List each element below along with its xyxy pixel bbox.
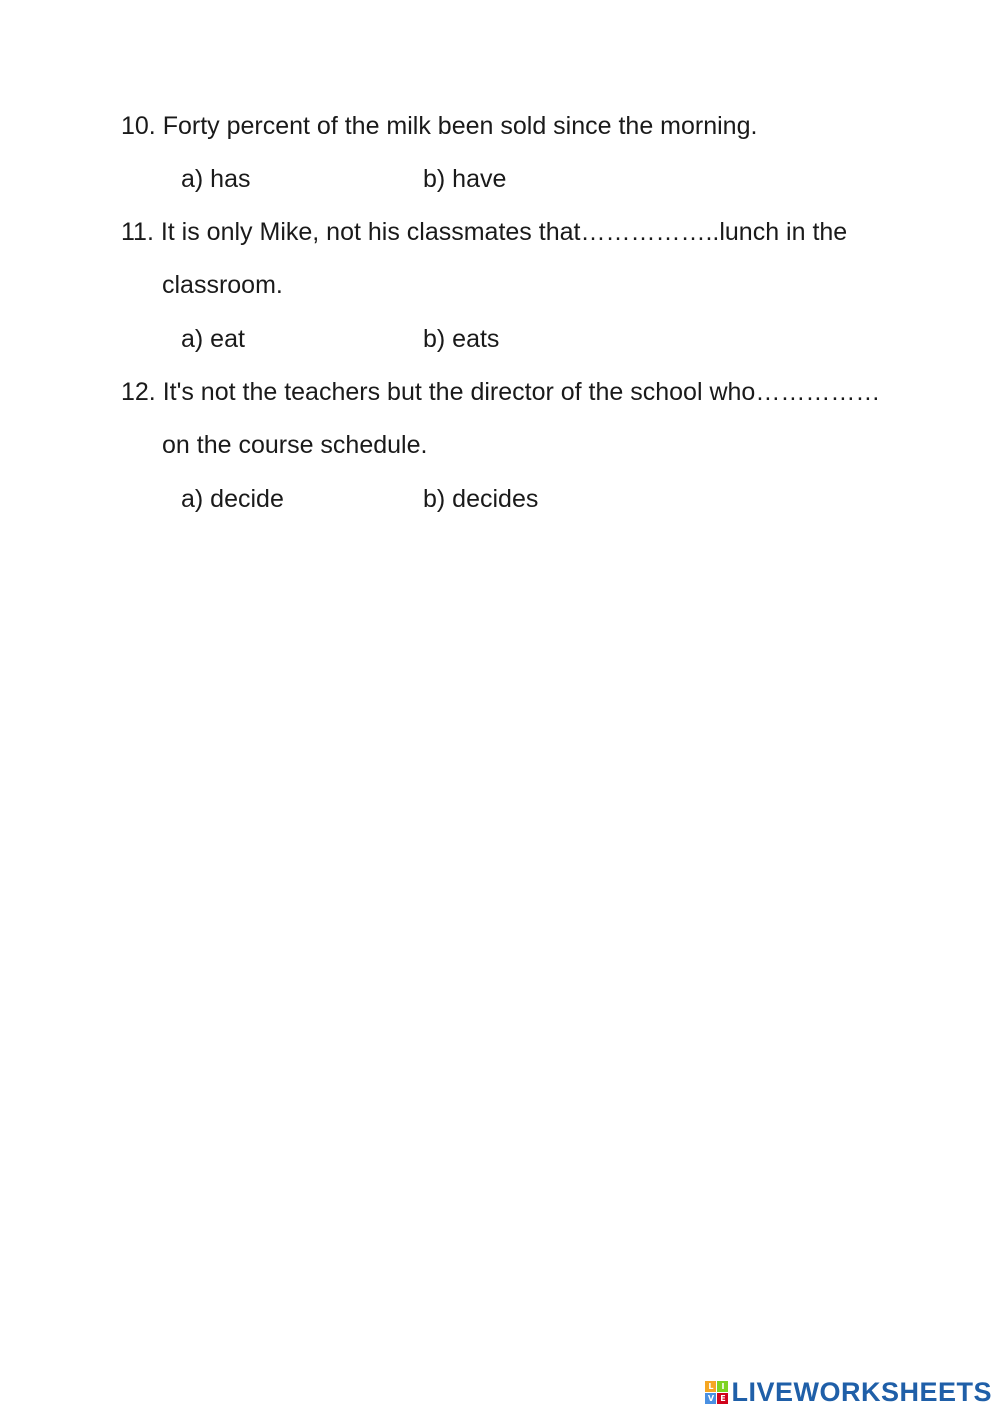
question-10-option-a[interactable]: a) has xyxy=(181,165,251,193)
liveworksheets-logo-icon xyxy=(705,1381,728,1404)
logo-mark-letter: I xyxy=(717,1381,728,1392)
question-10-text: 10. Forty percent of the milk been sold since the morning. xyxy=(121,112,758,140)
question-10-option-b[interactable]: b) have xyxy=(423,165,507,193)
logo-mark-letter: L xyxy=(705,1381,716,1392)
question-11-option-b[interactable]: b) eats xyxy=(423,325,500,353)
liveworksheets-logo xyxy=(705,1377,992,1407)
question-11-option-a[interactable]: a) eat xyxy=(181,325,245,353)
question-12-option-b[interactable]: b) decides xyxy=(423,485,539,513)
question-11-text: 11. It is only Mike, not his classmates that……………..lunch in the xyxy=(121,218,848,246)
question-12-option-a[interactable]: a) decide xyxy=(181,485,284,513)
question-12-text-continued: on the course schedule. xyxy=(162,431,428,459)
liveworksheets-logo-text: LIVEWORKSHEETS xyxy=(731,1376,992,1407)
logo-mark-letter: E xyxy=(717,1393,728,1404)
question-12-text: 12. It's not the teachers but the director of the school who…………… xyxy=(121,378,881,406)
logo-mark-letter: V xyxy=(705,1393,716,1404)
question-11-text-continued: classroom. xyxy=(162,271,283,299)
